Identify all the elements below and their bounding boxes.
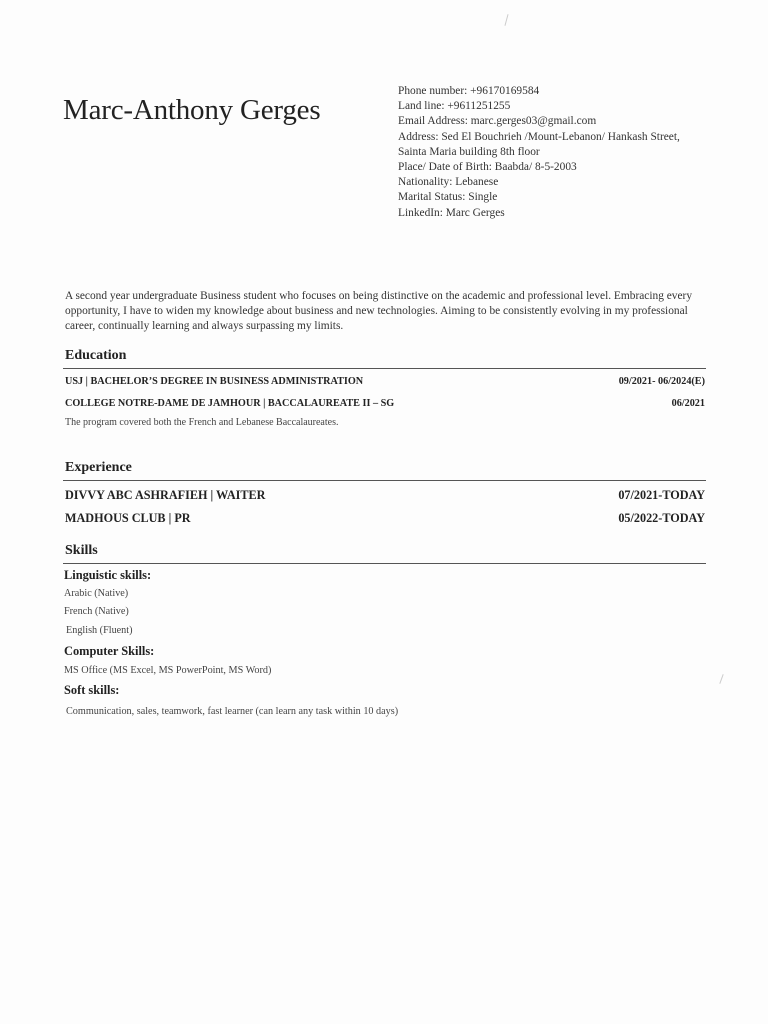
skills-heading: Skills — [65, 543, 98, 558]
soft-skills-heading: Soft skills: — [64, 683, 120, 697]
contact-phone: Phone number: +96170169584 — [398, 85, 540, 97]
education-heading: Education — [65, 348, 127, 363]
language-item: Arabic (Native) — [64, 588, 129, 599]
contact-landline: Land line: +9611251255 — [398, 100, 511, 113]
education-entry-name: COLLEGE NOTRE-DAME DE JAMHOUR | BACCALAUREATE II – SG — [65, 398, 395, 409]
experience-entry-date: 05/2022-TODAY — [618, 511, 705, 525]
candidate-name: Marc-Anthony Gerges — [63, 94, 321, 126]
contact-nationality: Nationality: Lebanese — [398, 176, 499, 189]
language-item: French (Native) — [64, 606, 129, 617]
experience-heading: Experience — [65, 460, 132, 475]
contact-block — [398, 84, 738, 221]
computer-skills-heading: Computer Skills: — [64, 644, 155, 658]
contact-marital-status: Marital Status: Single — [398, 191, 498, 204]
experience-entry — [65, 488, 705, 503]
education-note: The program covered both the French and Lebanese Baccalaureates. — [65, 417, 339, 428]
education-entry-name: USJ | BACHELOR’S DEGREE IN BUSINESS ADMINISTRATION — [65, 376, 364, 387]
contact-birth: Place/ Date of Birth: Baabda/ 8-5-2003 — [398, 161, 577, 174]
education-entry-date: 06/2021 — [671, 398, 705, 409]
education-entry — [65, 376, 705, 387]
experience-divider — [63, 480, 706, 481]
computer-skills-item: MS Office (MS Excel, MS PowerPoint, MS Word) — [64, 665, 272, 676]
contact-linkedin: LinkedIn: Marc Gerges — [398, 206, 505, 219]
scan-speck — [719, 674, 723, 684]
contact-address-line1: Address: Sed El Bouchrieh /Mount-Lebanon/ Hankash Street, — [398, 130, 680, 143]
scan-speck — [504, 14, 508, 26]
education-divider — [63, 368, 706, 369]
experience-entry-name: DIVVY ABC ASHRAFIEH | WAITER — [65, 488, 266, 502]
soft-skills-item: Communication, sales, teamwork, fast learner (can learn any task within 10 days) — [66, 706, 399, 717]
language-item: English (Fluent) — [66, 625, 133, 636]
contact-address-line2: Sainta Maria building 8th floor — [398, 145, 540, 158]
education-entry — [65, 398, 705, 409]
education-entry-date: 09/2021- 06/2024(E) — [618, 376, 705, 387]
contact-email: Email Address: marc.gerges03@gmail.com — [398, 115, 597, 128]
experience-entry-date: 07/2021-TODAY — [618, 488, 705, 502]
profile-summary: A second year undergraduate Business student who focuses on being distinctive on the academic and professional level. Embracing every opportunity, I have to widen my knowledge about business and new technologies. Aiming to be consistently evolving in my professional career, continually learning and always surpassing my limits. — [65, 290, 693, 332]
linguistic-skills-heading: Linguistic skills: — [64, 568, 152, 582]
skills-divider — [63, 563, 706, 564]
experience-entry — [65, 511, 705, 526]
experience-entry-name: MADHOUS CLUB | PR — [65, 511, 191, 525]
